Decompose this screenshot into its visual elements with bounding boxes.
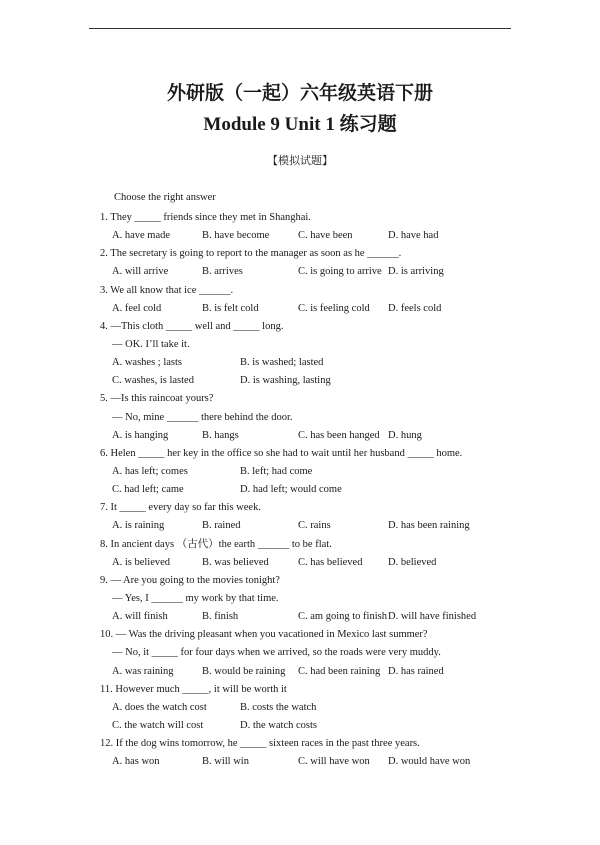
question-dialogue-line: — Yes, I ______ my work by that time. [112, 592, 279, 604]
answer-option: C. the watch will cost [112, 719, 204, 731]
answer-option: B. will win [202, 756, 249, 768]
answer-option: B. costs the watch [240, 701, 317, 713]
answer-option: A. washes ; lasts [112, 357, 182, 369]
options-row [100, 663, 520, 681]
answer-option: A. will arrive [112, 266, 169, 278]
answer-option: D. believed [388, 556, 437, 568]
answer-option: B. arrives [202, 266, 243, 278]
question-stem: 4. —This cloth _____ well and _____ long. [100, 320, 284, 332]
options-row [100, 300, 520, 318]
options-row [100, 372, 520, 390]
answer-option: A. was raining [112, 665, 174, 677]
answer-option: D. has been raining [388, 520, 470, 532]
answer-option: B. would be raining [202, 665, 286, 677]
answer-option: D. would have won [388, 756, 471, 768]
answer-option: B. finish [202, 611, 239, 623]
instruction-text: Choose the right answer [114, 192, 216, 203]
answer-option: A. have made [112, 230, 171, 242]
answer-option: C. rains [298, 520, 331, 532]
answer-option: B. hangs [202, 429, 239, 441]
answer-option: B. left; had come [240, 465, 313, 477]
answer-option: A. has won [112, 756, 160, 768]
options-row [100, 753, 520, 771]
title-module: Module 9 Unit 1 练习题 [203, 114, 397, 135]
answer-option: D. feels cold [388, 302, 442, 314]
header-rule [89, 28, 511, 29]
answer-option: B. was believed [202, 556, 269, 568]
answer-option: A. is believed [112, 556, 171, 568]
question-stem: 7. It _____ every day so far this week. [100, 502, 261, 514]
question-dialogue-line: — No, it _____ for four days when we arrived, so the roads were very muddy. [112, 647, 441, 659]
answer-option: D. has rained [388, 665, 444, 677]
question-list [100, 209, 520, 771]
title-chinese: 外研版（一起）六年级英语下册 [166, 83, 433, 104]
question-stem: 2. The secretary is going to report to the manager as soon as he ______. [100, 248, 402, 260]
question-stem: 8. In ancient days （古代）the earth ______ to be flat. [100, 538, 332, 550]
question-stem: 1. They _____ friends since they met in Shanghai. [100, 212, 311, 223]
answer-option: A. is raining [112, 520, 165, 532]
question-stem: 12. If the dog wins tomorrow, he _____ sixteen races in the past three years. [100, 738, 420, 750]
answer-option: C. have been [298, 230, 353, 242]
question-stem: 6. Helen _____ her key in the office so she had to wait until her husband _____ home. [100, 447, 463, 459]
options-row [100, 554, 520, 572]
options-row [100, 263, 520, 281]
answer-option: D. is washing, lasting [240, 375, 331, 387]
question-stem: 11. However much _____, it will be worth it [100, 683, 287, 695]
answer-option: C. will have won [298, 756, 370, 768]
question-stem: 9. — Are you going to the movies tonight? [100, 574, 280, 586]
options-row [100, 354, 520, 372]
answer-option: A. does the watch cost [112, 701, 207, 713]
question-stem: 3. We all know that ice ______. [100, 284, 234, 296]
answer-option: C. had been raining [298, 665, 381, 677]
options-row [100, 517, 520, 535]
answer-option: D. have had [388, 230, 439, 242]
options-row [100, 463, 520, 481]
options-row [100, 427, 520, 445]
question-dialogue-line: — OK. I’ll take it. [112, 338, 190, 350]
answer-option: A. has left; comes [112, 465, 188, 477]
options-row [100, 699, 520, 717]
options-row [100, 608, 520, 626]
answer-option: B. have become [202, 230, 270, 242]
answer-option: C. am going to finish [298, 611, 387, 623]
options-row [100, 717, 520, 735]
answer-option: D. will have finished [388, 611, 477, 623]
answer-option: D. had left; would come [240, 484, 342, 496]
answer-option: C. has believed [298, 556, 363, 568]
answer-option: C. is going to arrive [298, 266, 382, 278]
answer-option: A. is hanging [112, 429, 169, 441]
answer-option: C. had left; came [112, 484, 184, 496]
answer-option: A. will finish [112, 611, 168, 623]
answer-option: D. hung [388, 429, 422, 441]
section-label: 【模拟试题】 [267, 155, 333, 167]
answer-option: D. the watch costs [240, 719, 317, 731]
answer-option: B. is felt cold [202, 302, 259, 314]
question-stem: 5. —Is this raincoat yours? [100, 393, 214, 405]
question-stem: 10. — Was the driving pleasant when you vacationed in Mexico last summer? [100, 629, 428, 641]
options-row [100, 481, 520, 499]
question-dialogue-line: — No, mine ______ there behind the door. [112, 411, 293, 423]
options-row [100, 227, 520, 245]
answer-option: B. is washed; lasted [240, 357, 324, 369]
answer-option: D. is arriving [388, 266, 444, 278]
answer-option: A. feel cold [112, 302, 162, 314]
answer-option: C. has been hanged [298, 429, 380, 441]
answer-option: C. washes, is lasted [112, 375, 194, 387]
answer-option: C. is feeling cold [298, 302, 370, 314]
answer-option: B. rained [202, 520, 241, 532]
